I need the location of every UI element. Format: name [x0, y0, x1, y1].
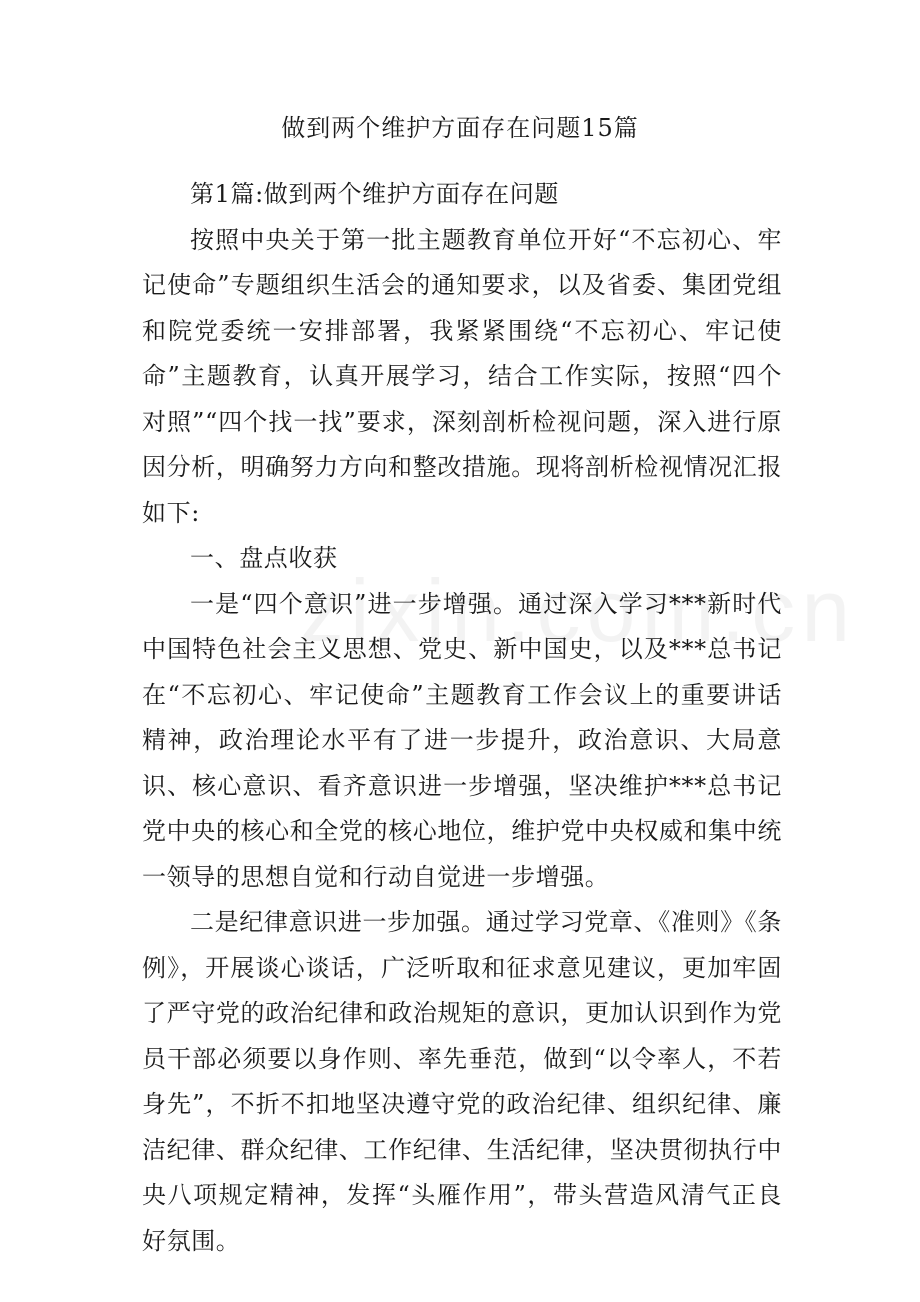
section-heading: 一、盘点收获	[190, 544, 338, 572]
body-paragraph-2: 二是纪律意识进一步加强。通过学习党章、《准则》《条例》，开展谈心谈话，广泛听取和征求意见建议，更加牢固了严守党的政治纪律和政治规矩的意识，更加认识到作为党员干部必须要以身作则、率先垂范，做到“以令率人，不若身先”，不折不扣地坚决遵守党的政治纪律、组织纪律、廉洁纪律、群众纪律、工作纪律、生活纪律，坚决贯彻执行中央八项规定精神，发挥“头雁作用”，带头营造风清气正良好氛围。	[142, 908, 782, 1255]
document-title: 做到两个维护方面存在问题15篇	[281, 114, 639, 142]
chapter-heading: 第1篇:做到两个维护方面存在问题	[190, 180, 559, 208]
body-paragraph-1: 一是“四个意识”进一步增强。通过深入学习***新时代中国特色社会主义思想、党史、新中国史，以及***总书记在“不忘初心、牢记使命”主题教育工作会议上的重要讲话精神，政治理论水平有了进一步提升，政治意识、大局意识、核心意识、看齐意识进一步增强，坚决维护***总书记党中央的核心和全党的核心地位，维护党中央权威和集中统一领导的思想自觉和行动自觉进一步增强。	[142, 589, 782, 891]
intro-paragraph: 按照中央关于第一批主题教育单位开好“不忘初心、牢记使命”专题组织生活会的通知要求，以及省委、集团党组和院党委统一安排部署，我紧紧围绕“不忘初心、牢记使命”主题教育，认真开展学习，结合工作实际，按照“四个对照”“四个找一找”要求，深刻剖析检视问题，深入进行原因分析，明确努力方向和整改措施。现将剖析检视情况汇报如下:	[142, 225, 782, 527]
document-body	[142, 172, 782, 1264]
